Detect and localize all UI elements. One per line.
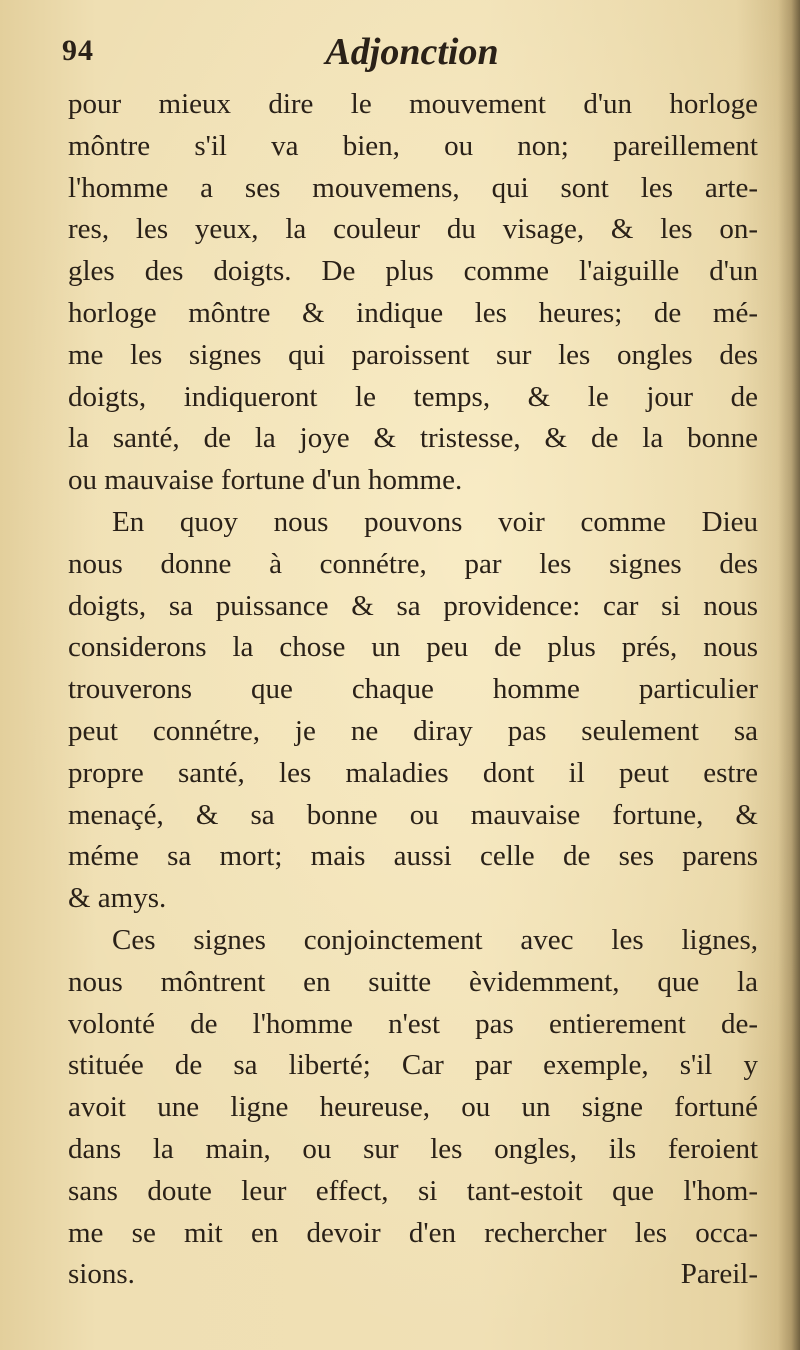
text-line: la santé, de la joye & tristesse, & de la bonne (68, 422, 758, 455)
text-line: volonté de l'homme n'est pas entierement de- (68, 1007, 758, 1040)
text-line: propre santé, les maladies dont il peut estre (68, 756, 758, 789)
text-line: sions. (68, 1258, 135, 1291)
text-line: doigts, sa puissance & sa providence: car si nous (68, 589, 758, 622)
text-line: ou mauvaise fortune d'un homme. (68, 464, 463, 497)
text-line: nous môntrent en suitte èvidemment, que la (68, 965, 758, 998)
text-line: me se mit en devoir d'en rechercher les occa- (68, 1216, 758, 1249)
paragraph-3 (68, 920, 758, 1296)
text-line: dans la main, ou sur les ongles, ils feroient (68, 1132, 758, 1165)
text-line: nous donne à connétre, par les signes des (68, 547, 758, 580)
text-line: peut connétre, je ne diray pas seulement sa (68, 714, 758, 747)
text-line: stituée de sa liberté; Car par exemple, s'il y (68, 1049, 758, 1082)
text-line: sans doute leur effect, si tant-estoit que l'hom- (68, 1174, 758, 1207)
text-line: & amys. (68, 882, 167, 915)
paragraph-2 (68, 502, 758, 920)
text-line: avoit une ligne heureuse, ou un signe fortuné (68, 1091, 758, 1124)
text-line: En quoy nous pouvons voir comme Dieu (112, 505, 758, 538)
text-line: Ces signes conjoinctement avec les lignes, (112, 923, 758, 956)
catchword: Pareil- (680, 1258, 758, 1291)
paragraph-1 (68, 84, 758, 502)
text-line: doigts, indiqueront le temps, & le jour de (68, 380, 758, 413)
text-line: trouverons que chaque homme particulier (68, 673, 758, 706)
body-text (68, 84, 758, 1296)
text-line: pour mieux dire le mouvement d'un horloge (68, 88, 758, 120)
text-line: res, les yeux, la couleur du visage, & les on- (68, 213, 758, 246)
text-line: me les signes qui paroissent sur les ongles des (68, 338, 758, 371)
text-line: méme sa mort; mais aussi celle de ses parens (68, 840, 758, 873)
page-number: 94 (62, 34, 94, 67)
text-line: l'homme a ses mouvemens, qui sont les arte- (68, 171, 758, 204)
page-header (62, 30, 762, 82)
text-line: menaçé, & sa bonne ou mauvaise fortune, & (68, 798, 758, 831)
running-head: Adjonction (325, 31, 499, 73)
page-edge-shadow (778, 0, 800, 1350)
text-line: considerons la chose un peu de plus prés, nous (68, 631, 758, 664)
text-line: môntre s'il va bien, ou non; pareillement (68, 129, 758, 162)
text-line: horloge môntre & indique les heures; de mé- (68, 296, 758, 329)
text-line: gles des doigts. De plus comme l'aiguille d'un (68, 255, 758, 288)
